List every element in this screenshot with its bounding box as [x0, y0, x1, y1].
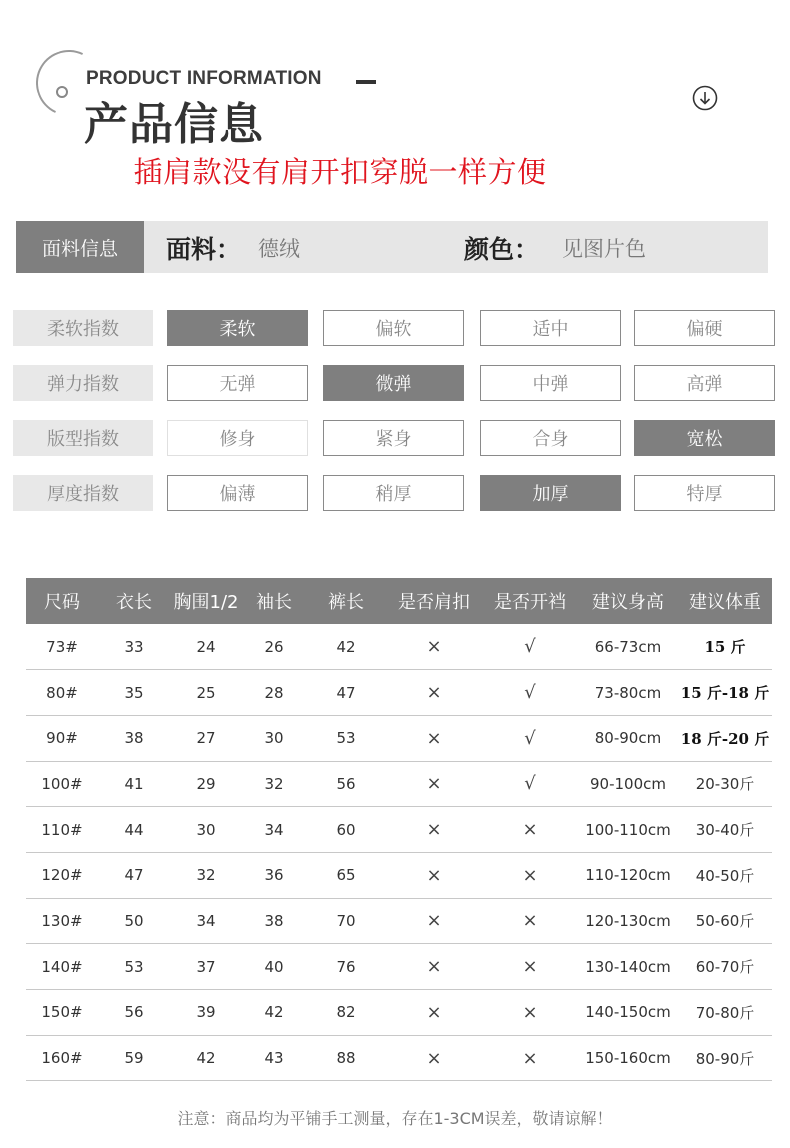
cell: 44 — [98, 807, 170, 853]
index-label-fit: 版型指数 — [13, 420, 153, 456]
cell: 73-80cm — [578, 670, 678, 716]
table-row — [26, 990, 772, 1036]
cross-icon: × — [386, 715, 482, 761]
cross-icon: × — [386, 898, 482, 944]
cell: 26 — [242, 624, 306, 670]
size-table — [26, 578, 772, 1081]
promo-note: 插肩款没有肩开扣穿脱一样方便 — [133, 155, 547, 189]
cell: 60-70斤 — [678, 944, 772, 990]
cell: 32 — [170, 852, 242, 898]
index-label-elasticity: 弹力指数 — [13, 365, 153, 401]
cross-icon: × — [482, 1035, 578, 1081]
table-row — [26, 624, 772, 670]
cell: 27 — [170, 715, 242, 761]
cell: 130-140cm — [578, 944, 678, 990]
cell: 32 — [242, 761, 306, 807]
header-height: 建议身高 — [578, 578, 678, 624]
color-key: 颜色： — [464, 235, 540, 264]
header-pants: 裤长 — [306, 578, 386, 624]
header-length: 衣长 — [98, 578, 170, 624]
cell: 50-60斤 — [678, 898, 772, 944]
softness-option: 偏硬 — [634, 310, 775, 346]
header-size: 尺码 — [26, 578, 98, 624]
cell: 40 — [242, 944, 306, 990]
cross-icon: × — [386, 1035, 482, 1081]
color-value: 见图片色 — [562, 237, 646, 261]
elasticity-option: 微弹 — [323, 365, 464, 401]
footer-note: 注意：商品均为平铺手工测量，存在1-3CM误差，敬请谅解！ — [177, 1109, 613, 1128]
cell: 73# — [26, 624, 98, 670]
check-icon: √ — [482, 715, 578, 761]
cell: 140# — [26, 944, 98, 990]
cell: 80-90cm — [578, 715, 678, 761]
cell: 80-90斤 — [678, 1035, 772, 1081]
header-shoulder-button: 是否肩扣 — [386, 578, 482, 624]
cross-icon: × — [482, 990, 578, 1036]
cell: 37 — [170, 944, 242, 990]
index-label-thickness: 厚度指数 — [13, 475, 153, 511]
cell: 100# — [26, 761, 98, 807]
title-en: PRODUCT INFORMATION — [86, 68, 322, 89]
cell: 110# — [26, 807, 98, 853]
cell: 53 — [98, 944, 170, 990]
cell: 120# — [26, 852, 98, 898]
cell: 25 — [170, 670, 242, 716]
header-sleeve: 袖长 — [242, 578, 306, 624]
fit-option: 修身 — [167, 420, 308, 456]
table-row — [26, 715, 772, 761]
page-title: 产品信息 — [84, 99, 264, 150]
softness-option: 适中 — [480, 310, 621, 346]
cell: 88 — [306, 1035, 386, 1081]
cell: 36 — [242, 852, 306, 898]
cell: 29 — [170, 761, 242, 807]
table-row — [26, 670, 772, 716]
table-header-row — [26, 578, 772, 624]
cell: 90-100cm — [578, 761, 678, 807]
cross-icon: × — [482, 852, 578, 898]
cell: 39 — [170, 990, 242, 1036]
cell: 70 — [306, 898, 386, 944]
cell: 15 斤 — [678, 624, 772, 670]
cross-icon: × — [386, 670, 482, 716]
cross-icon: × — [386, 852, 482, 898]
cross-icon: × — [386, 761, 482, 807]
elasticity-option: 中弹 — [480, 365, 621, 401]
cross-icon: × — [482, 944, 578, 990]
cell: 38 — [242, 898, 306, 944]
cell: 76 — [306, 944, 386, 990]
table-row — [26, 944, 772, 990]
cell: 82 — [306, 990, 386, 1036]
cell: 140-150cm — [578, 990, 678, 1036]
cell: 150# — [26, 990, 98, 1036]
cell: 65 — [306, 852, 386, 898]
elasticity-option: 无弹 — [167, 365, 308, 401]
cross-icon: × — [386, 624, 482, 670]
table-row — [26, 1035, 772, 1081]
cross-icon: × — [386, 990, 482, 1036]
cell: 50 — [98, 898, 170, 944]
cell: 150-160cm — [578, 1035, 678, 1081]
cell: 24 — [170, 624, 242, 670]
thickness-option: 特厚 — [634, 475, 775, 511]
cell: 130# — [26, 898, 98, 944]
cell: 42 — [242, 990, 306, 1036]
title-dash — [356, 80, 376, 84]
index-label-softness: 柔软指数 — [13, 310, 153, 346]
cross-icon: × — [482, 807, 578, 853]
material-value: 德绒 — [258, 237, 300, 261]
cell: 38 — [98, 715, 170, 761]
cell: 30-40斤 — [678, 807, 772, 853]
cell: 43 — [242, 1035, 306, 1081]
cell: 110-120cm — [578, 852, 678, 898]
cell: 53 — [306, 715, 386, 761]
table-row — [26, 852, 772, 898]
table-row — [26, 898, 772, 944]
cell: 47 — [98, 852, 170, 898]
check-icon: √ — [482, 670, 578, 716]
cell: 33 — [98, 624, 170, 670]
table-row — [26, 761, 772, 807]
cell: 15 斤-18 斤 — [678, 670, 772, 716]
cell: 60 — [306, 807, 386, 853]
elasticity-option: 高弹 — [634, 365, 775, 401]
cell: 56 — [98, 990, 170, 1036]
thickness-option: 偏薄 — [167, 475, 308, 511]
cell: 35 — [98, 670, 170, 716]
down-arrow-circle-icon[interactable] — [692, 85, 718, 111]
fit-option: 紧身 — [323, 420, 464, 456]
cell: 28 — [242, 670, 306, 716]
fabric-section-label: 面料信息 — [16, 221, 144, 273]
cell: 30 — [242, 715, 306, 761]
material-key: 面料： — [166, 235, 242, 264]
softness-option: 柔软 — [167, 310, 308, 346]
header-weight: 建议体重 — [678, 578, 772, 624]
check-icon: √ — [482, 624, 578, 670]
cell: 66-73cm — [578, 624, 678, 670]
cell: 34 — [170, 898, 242, 944]
fit-option: 宽松 — [634, 420, 775, 456]
cell: 100-110cm — [578, 807, 678, 853]
table-row — [26, 807, 772, 853]
cell: 34 — [242, 807, 306, 853]
cell: 120-130cm — [578, 898, 678, 944]
cell: 42 — [170, 1035, 242, 1081]
cell: 47 — [306, 670, 386, 716]
cell: 70-80斤 — [678, 990, 772, 1036]
cross-icon: × — [386, 807, 482, 853]
cell: 20-30斤 — [678, 761, 772, 807]
cell: 42 — [306, 624, 386, 670]
cell: 59 — [98, 1035, 170, 1081]
cell: 56 — [306, 761, 386, 807]
softness-option: 偏软 — [323, 310, 464, 346]
thickness-option: 加厚 — [480, 475, 621, 511]
cell: 160# — [26, 1035, 98, 1081]
cell: 40-50斤 — [678, 852, 772, 898]
decorative-dot — [56, 86, 68, 98]
fit-option: 合身 — [480, 420, 621, 456]
cross-icon: × — [482, 898, 578, 944]
header-chest: 胸围1/2 — [170, 578, 242, 624]
cell: 30 — [170, 807, 242, 853]
thickness-option: 稍厚 — [323, 475, 464, 511]
cell: 41 — [98, 761, 170, 807]
cell: 90# — [26, 715, 98, 761]
header-open-crotch: 是否开裆 — [482, 578, 578, 624]
cell: 18 斤-20 斤 — [678, 715, 772, 761]
check-icon: √ — [482, 761, 578, 807]
cell: 80# — [26, 670, 98, 716]
cross-icon: × — [386, 944, 482, 990]
